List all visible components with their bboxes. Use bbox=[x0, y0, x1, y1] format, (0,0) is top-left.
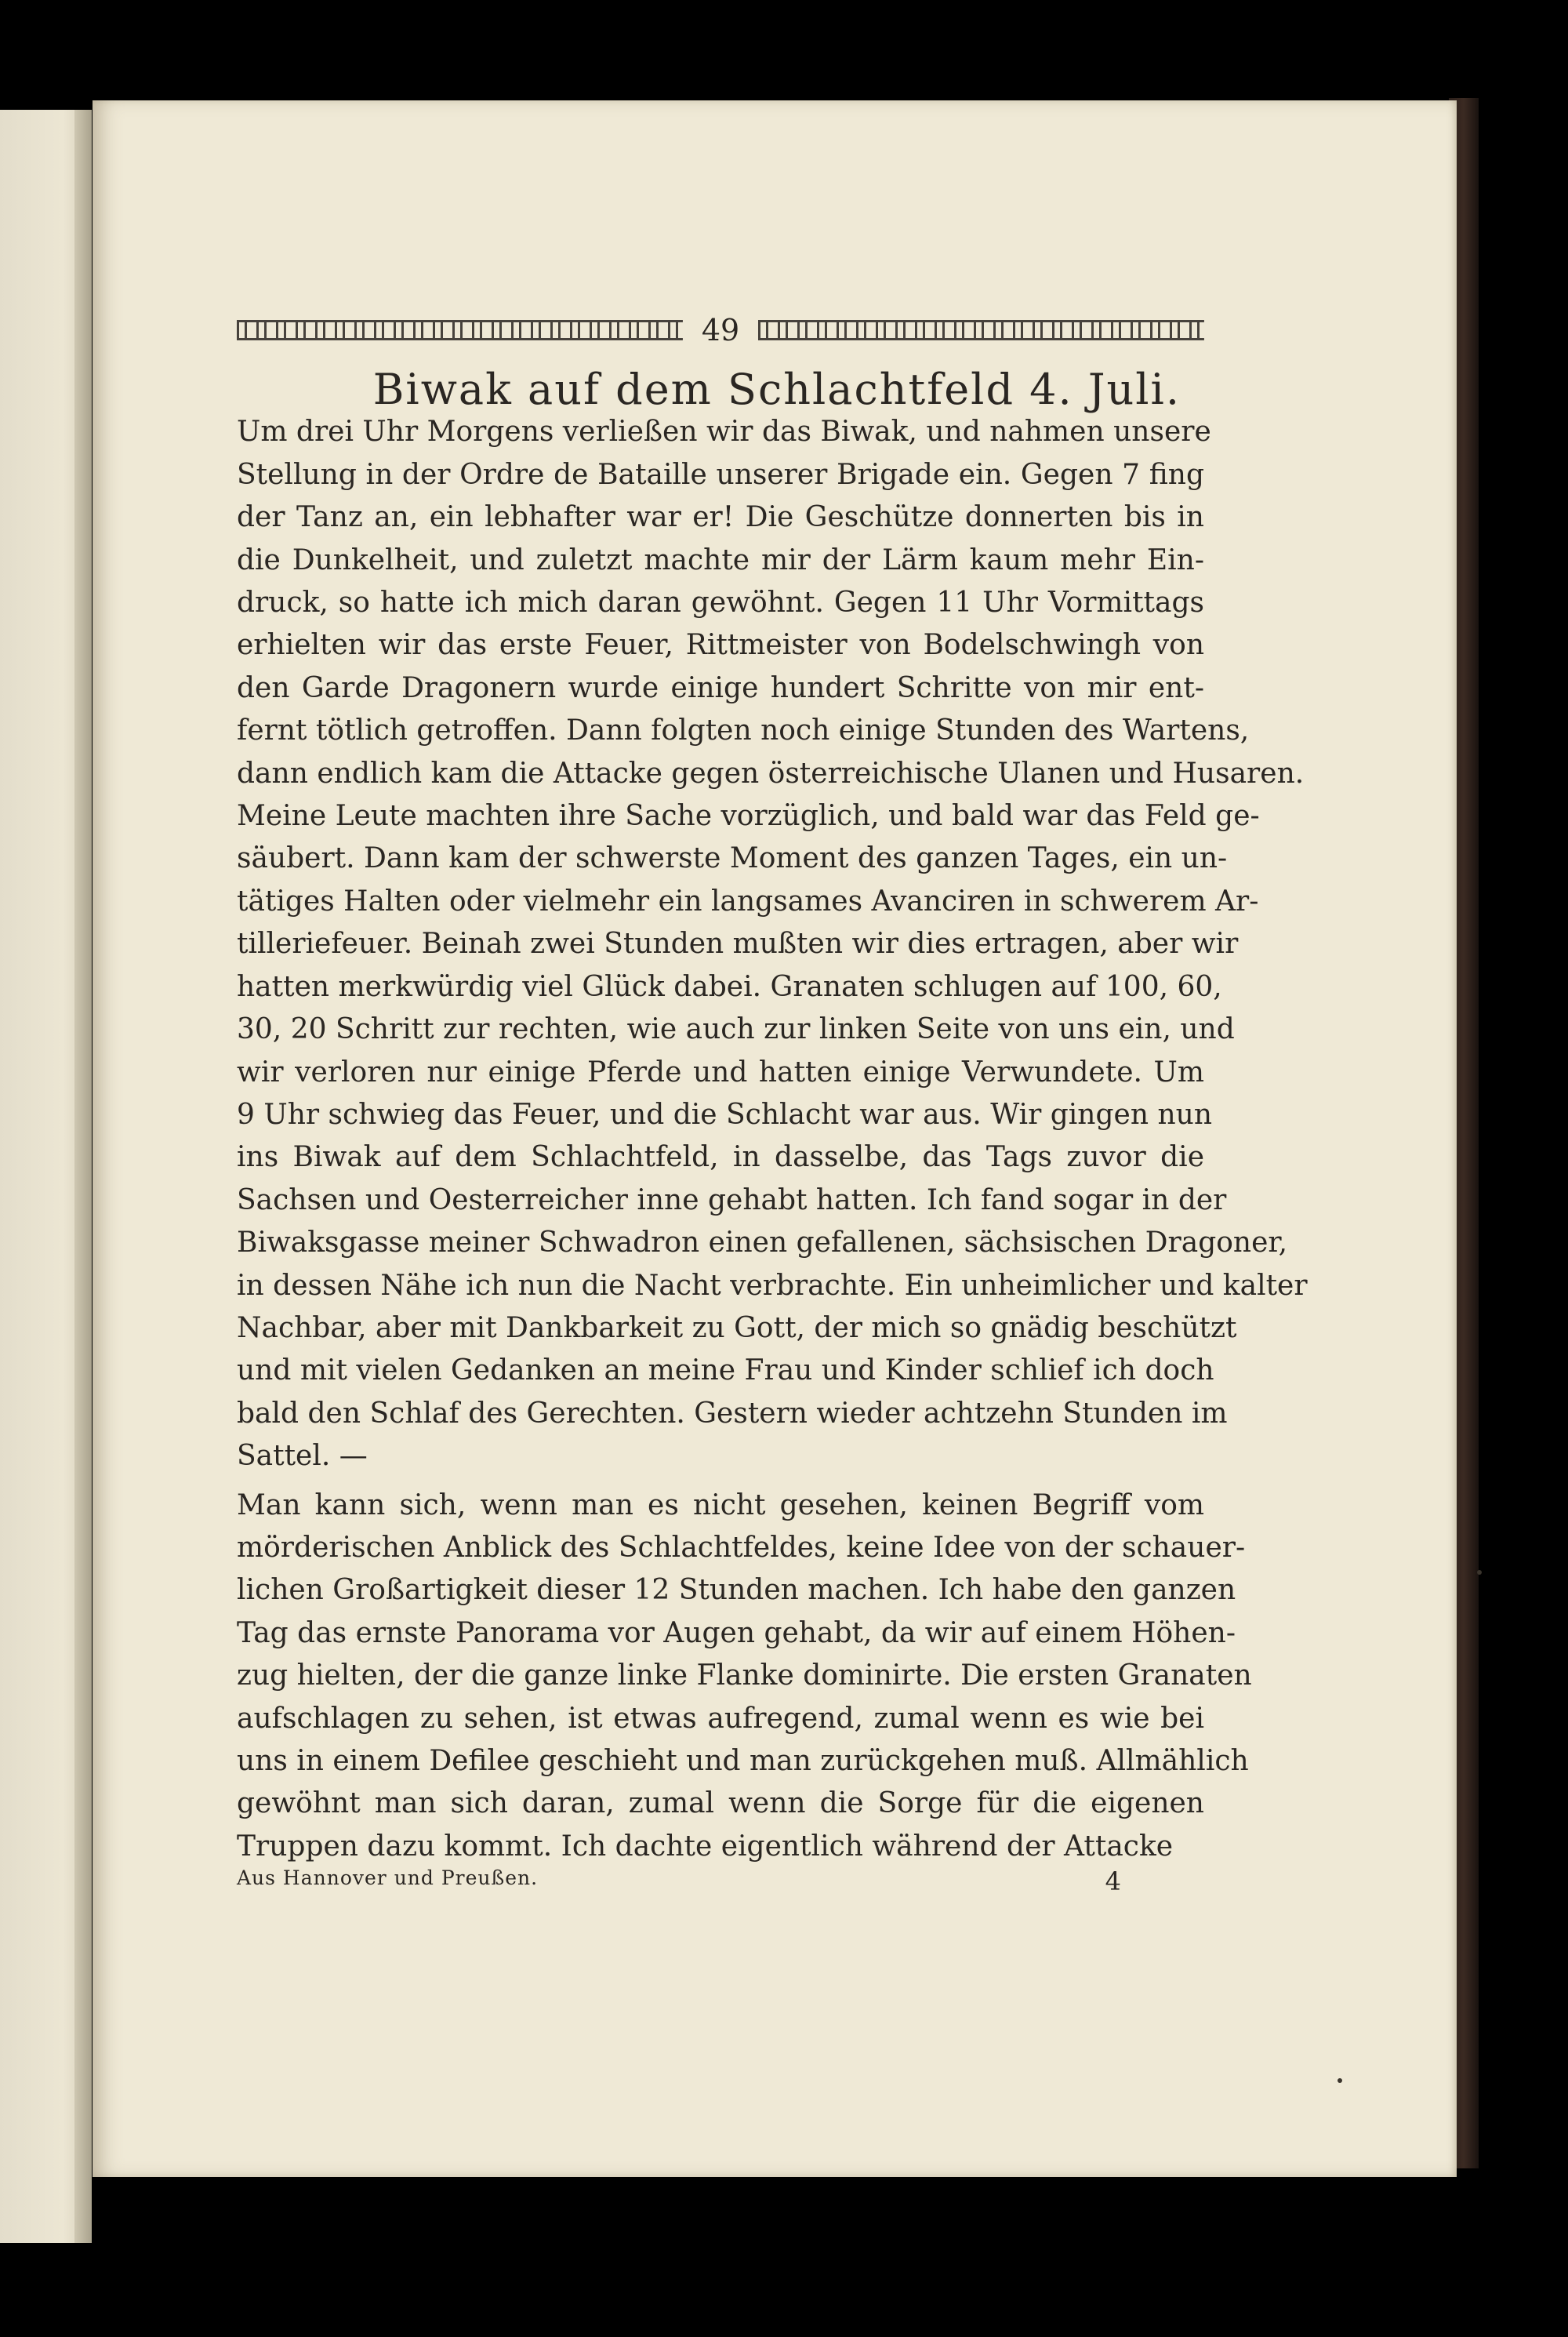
paragraph-2 bbox=[237, 1485, 1252, 1869]
text-line: erhielten wir das erste Feuer, Rittmeister von Bodelschwingh von bbox=[237, 629, 1204, 662]
text-line: Sattel. — bbox=[237, 1440, 368, 1473]
left-ornament-band bbox=[237, 320, 683, 340]
text-line: aufschlagen zu sehen, ist etwas aufregend, zumal wenn es wie bei bbox=[237, 1702, 1204, 1735]
text-line: bald den Schlaf des Gerechten. Gestern wieder achtzehn Stunden im bbox=[237, 1397, 1228, 1430]
text-line: Tag das ernste Panorama vor Augen gehabt, da wir auf einem Höhen- bbox=[237, 1616, 1236, 1649]
running-head bbox=[237, 312, 1204, 348]
text-line: und mit vielen Gedanken an meine Frau und Kinder schlief ich doch bbox=[237, 1354, 1214, 1387]
paper-speck bbox=[1477, 1570, 1482, 1575]
text-line: tätiges Halten oder vielmehr ein langsames Avanciren in schwerem Ar- bbox=[237, 885, 1259, 918]
signature-mark: 4 bbox=[1105, 1866, 1121, 1896]
text-line: die Dunkelheit, und zuletzt machte mir der Lärm kaum mehr Ein- bbox=[237, 543, 1204, 576]
text-line: uns in einem Defilee geschieht und man zurückgehen muß. Allmählich bbox=[237, 1745, 1249, 1777]
footer-title-note: Aus Hannover und Preußen. bbox=[237, 1866, 539, 1889]
text-line: Um drei Uhr Morgens verließen wir das Biwak, und nahmen unsere bbox=[237, 416, 1211, 449]
text-line: druck, so hatte ich mich daran gewöhnt. Gegen 11 Uhr Vormittags bbox=[237, 587, 1204, 620]
text-line: Sachsen und Oesterreicher inne gehabt hatten. Ich fand sogar in der bbox=[237, 1183, 1227, 1216]
page-number: 49 bbox=[701, 313, 740, 347]
text-line: tilleriefeuer. Beinah zwei Stunden mußten wir dies ertragen, aber wir bbox=[237, 928, 1239, 961]
text-line: 30, 20 Schritt zur rechten, wie auch zur linken Seite von uns ein, und bbox=[237, 1013, 1235, 1046]
text-line: mörderischen Anblick des Schlachtfeldes, keine Idee von der schauer- bbox=[237, 1531, 1246, 1564]
text-line: wir verloren nur einige Pferde und hatten einige Verwundete. Um bbox=[237, 1056, 1204, 1089]
text-line: gewöhnt man sich daran, zumal wenn die Sorge für die eigenen bbox=[237, 1787, 1204, 1820]
text-line: in dessen Nähe ich nun die Nacht verbrachte. Ein unheimlicher und kalter bbox=[237, 1269, 1308, 1302]
text-line: der Tanz an, ein lebhafter war er! Die Geschütze donnerten bis in bbox=[237, 501, 1204, 534]
right-ornament-band bbox=[758, 320, 1204, 340]
page-footer bbox=[237, 1866, 1204, 1896]
text-line: Man kann sich, wenn man es nicht gesehen, keinen Begriff vom bbox=[237, 1488, 1204, 1521]
text-line: hatten merkwürdig viel Glück dabei. Granaten schlugen auf 100, 60, bbox=[237, 970, 1222, 1003]
text-line: den Garde Dragonern wurde einige hundert Schritte von mir ent- bbox=[237, 671, 1204, 704]
text-line: lichen Großartigkeit dieser 12 Stunden machen. Ich habe den ganzen bbox=[237, 1574, 1236, 1607]
text-block bbox=[237, 365, 1308, 1868]
text-line: säubert. Dann kam der schwerste Moment des ganzen Tages, ein un- bbox=[237, 842, 1228, 875]
text-line: Biwaksgasse meiner Schwadron einen gefallenen, sächsischen Dragoner, bbox=[237, 1227, 1288, 1259]
text-line: Nachbar, aber mit Dankbarkeit zu Gott, der mich so gnädig beschützt bbox=[237, 1311, 1237, 1344]
section-heading: Biwak auf dem Schlachtfeld 4. Juli. bbox=[372, 365, 1181, 414]
paper-speck bbox=[1338, 2078, 1342, 2083]
page-gutter-shadow bbox=[74, 110, 92, 2243]
text-line: 9 Uhr schwieg das Feuer, und die Schlacht war aus. Wir gingen nun bbox=[237, 1098, 1213, 1131]
text-line: fernt tötlich getroffen. Dann folgten noch einige Stunden des Wartens, bbox=[237, 714, 1250, 747]
text-line: dann endlich kam die Attacke gegen österreichische Ulanen und Husaren. bbox=[237, 757, 1305, 790]
text-line: Meine Leute machten ihre Sache vorzüglich, und bald war das Feld ge- bbox=[237, 800, 1260, 833]
text-line: zug hielten, der die ganze linke Flanke dominirte. Die ersten Granaten bbox=[237, 1659, 1252, 1692]
paragraph-1 bbox=[237, 411, 1308, 1477]
text-line: Truppen dazu kommt. Ich dachte eigentlich während der Attacke bbox=[237, 1830, 1174, 1863]
text-line: Stellung in der Ordre de Bataille unserer Brigade ein. Gegen 7 fing bbox=[237, 458, 1204, 491]
text-line: ins Biwak auf dem Schlachtfeld, in dasselbe, das Tags zuvor die bbox=[237, 1141, 1204, 1174]
